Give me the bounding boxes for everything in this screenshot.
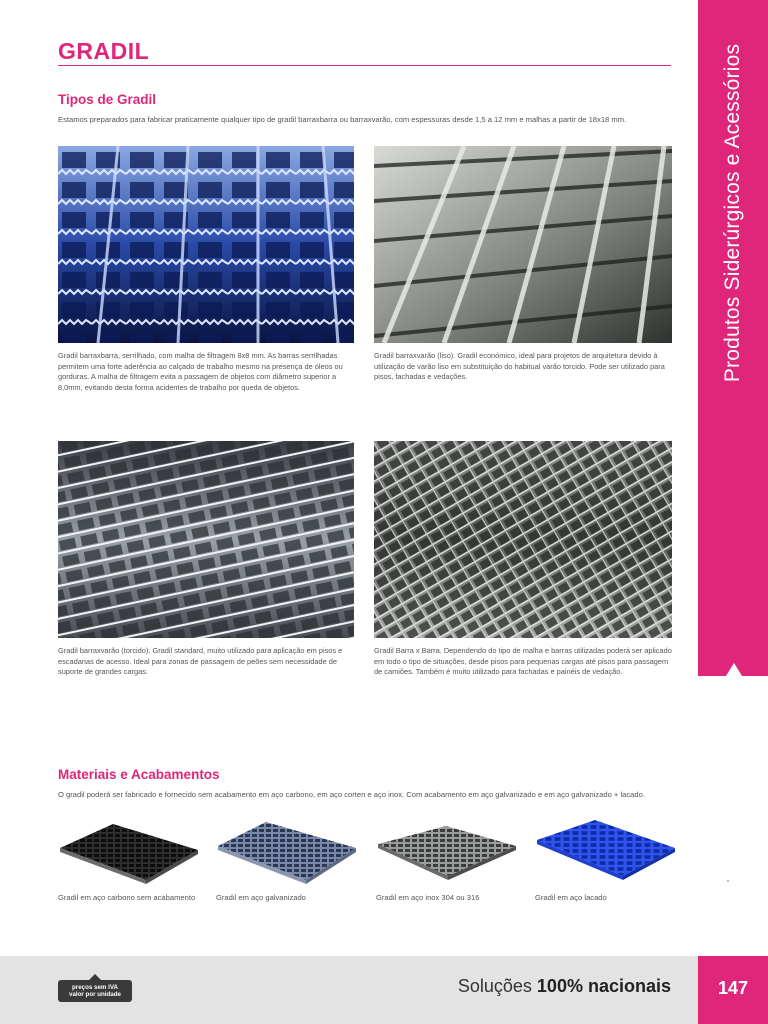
section-heading-materiais: Materiais e Acabamentos <box>58 767 220 782</box>
sidebar-category-label: Produtos Siderúrgicos e Acessórios <box>721 43 744 383</box>
photo-gradil-barra-barra <box>374 441 672 638</box>
product-aco-galvanizado-caption: Gradil em aço galvanizado <box>216 893 306 902</box>
section-heading-tipos: Tipos de Gradil <box>58 92 157 107</box>
section-intro-materiais: O gradil poderá ser fabricado e fornecido sem acabamento em aço carbono, em aço corten e aço inox. Com acabamento em aço galvanizado e em aço galvanizado + lacado. <box>58 790 645 799</box>
product-aco-inox-caption: Gradil em aço inox 304 ou 316 <box>376 893 480 902</box>
price-note-line1: preços sem IVA <box>72 984 118 991</box>
product-aco-lacado-image <box>535 818 677 886</box>
caption-gradil-barra-barra: Gradil Barra x Barra. Dependendo do tipo de malha e barras utilizadas poderá ser aplicado em todo o tipo de situações, desde pisos para pequenas cargas até pisos para passagem de camiões. Também é muito utilizado para fachadas e painéis de vedação. <box>374 646 672 676</box>
footer-slogan-prefix: Soluções <box>457 976 532 996</box>
photo-gradil-serrilhado <box>58 146 354 343</box>
caption-gradil-serrilhado: Gradil barraxbarra, serrilhado, com malha de filtragem 8x8 mm. As barras serrilhadas permitem uma forte aderência ao calçado de trabalho mesmo na presença de óleos ou gorduras. A malha de filtragem evita a passagem de objetos com diâmetro superior a 8,0mm, evitando desta forma acidentes de trabalho por queda de objetos. <box>58 351 343 392</box>
title-divider <box>58 65 671 66</box>
sidebar-notch <box>726 663 742 676</box>
product-aco-carbono-image <box>58 818 200 886</box>
page-title: GRADIL <box>58 38 150 64</box>
caption-gradil-liso: Gradil barraxvarão (liso). Gradil económico, ideal para projetos de arquitetura devido à utilização de varão liso em substituição do habitual varão torcido. Pode ser utilizado para pisos, fachadas e vedações. <box>374 351 665 381</box>
price-note-line2: valor por unidade <box>69 991 121 998</box>
product-aco-inox-image <box>376 818 518 886</box>
section-intro-tipos: Estamos preparados para fabricar praticamente qualquer tipo de gradil barraxbarra ou barraxvarão, com espessuras desde 1,5 a 12 mm e malhas a partir de 18x18 mm. <box>58 115 627 124</box>
page-number: 147 <box>717 978 749 998</box>
product-aco-carbono-caption: Gradil em aço carbono sem acabamento <box>58 893 196 902</box>
footer-slogan-bold: 100% nacionais <box>536 976 671 996</box>
price-note-badge <box>58 980 132 1002</box>
decorative-dot <box>727 880 729 882</box>
photo-gradil-liso <box>374 146 672 343</box>
photo-gradil-torcido <box>58 441 354 638</box>
product-aco-lacado-caption: Gradil em aço lacado <box>535 893 607 902</box>
product-aco-galvanizado-image <box>216 818 358 886</box>
caption-gradil-torcido: Gradil barraxvarão (torcido). Gradil standard, muito utilizado para aplicação em pisos e escadarias de acesso. Ideal para zonas de passagem de peões sem necessidade de suporte de grandes cargas. <box>58 646 343 676</box>
footer-slogan <box>458 976 671 997</box>
